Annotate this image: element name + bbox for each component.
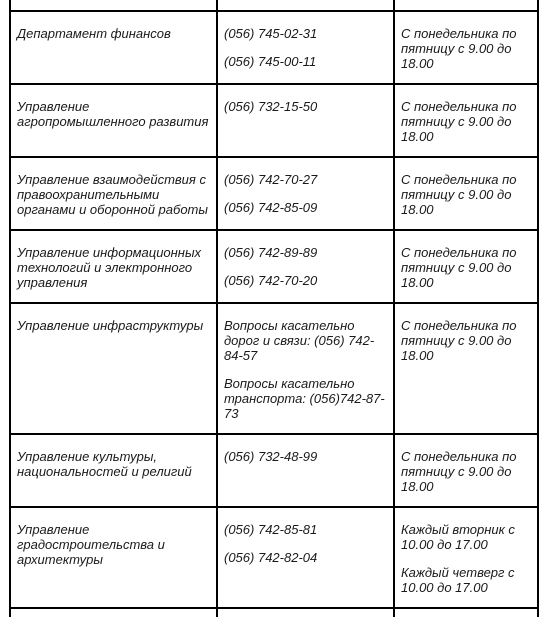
department-cell [11, 508, 216, 607]
hours-cell [393, 0, 537, 10]
hours-cell [393, 85, 537, 156]
department-name: Управление взаимодействия с правоохранительными органами и оборонной работы [17, 172, 208, 217]
hours-cell [393, 231, 537, 302]
working-hours: Каждый четверг с 10.00 до 17.00 [401, 565, 515, 595]
department-name: Департамент финансов [17, 26, 171, 41]
phone-number: (056) 742-85-81 [224, 522, 318, 537]
table-row [11, 0, 537, 10]
hours-cell [393, 609, 537, 617]
phones-cell [216, 85, 393, 156]
table-row [11, 433, 537, 506]
phone-number: (056) 732-15-50 [224, 99, 318, 114]
working-hours: С понедельника по пятницу с 9.00 до 18.00 [401, 318, 517, 363]
hours-cell [393, 508, 537, 607]
department-cell [11, 435, 216, 506]
hours-cell [393, 12, 537, 83]
department-name: Управление инфраструктуры [17, 318, 204, 333]
table-row [11, 302, 537, 433]
department-name: Управление информационных технологий и электронного управления [17, 245, 202, 290]
phone-number: (056) 742-70-27 [224, 172, 318, 187]
working-hours: С понедельника по пятницу с 9.00 до 18.00 [401, 245, 517, 290]
table-row [11, 83, 537, 156]
phone-note: Вопросы касательно транспорта: (056)742-87-73 [224, 376, 385, 421]
working-hours: С понедельника по пятницу с 9.00 до 18.00 [401, 26, 517, 71]
phones-cell [216, 508, 393, 607]
working-hours: С понедельника по пятницу с 9.00 до 18.00 [401, 449, 517, 494]
department-name: Управление градостроительства и архитектуры [17, 522, 165, 567]
phone-number: (056) 732-48-99 [224, 449, 318, 464]
department-cell [11, 0, 216, 10]
phone-number: (056) 742-70-20 [224, 273, 318, 288]
table-row [11, 10, 537, 83]
department-cell [11, 609, 216, 617]
contacts-table [9, 0, 539, 617]
hours-cell [393, 304, 537, 433]
department-name: Управление культуры, национальностей и религий [17, 449, 192, 479]
table-row [11, 607, 537, 617]
phone-number: (056) 742-82-04 [224, 550, 318, 565]
hours-cell [393, 435, 537, 506]
phones-cell [216, 0, 393, 10]
phone-number: (056) 742-85-09 [224, 200, 318, 215]
working-hours: Каждый вторник с 10.00 до 17.00 [401, 522, 515, 552]
table-row [11, 156, 537, 229]
working-hours: С понедельника по пятницу с 9.00 до 18.00 [401, 99, 517, 144]
phones-cell [216, 12, 393, 83]
table-row [11, 506, 537, 607]
table-row [11, 229, 537, 302]
phones-cell [216, 609, 393, 617]
department-cell [11, 158, 216, 229]
phone-number: (056) 745-02-31 [224, 26, 318, 41]
hours-cell [393, 158, 537, 229]
phones-cell [216, 435, 393, 506]
phone-number: (056) 742-89-89 [224, 245, 318, 260]
working-hours: С понедельника по пятницу с 9.00 до 18.00 [401, 172, 517, 217]
phones-cell [216, 304, 393, 433]
department-cell [11, 304, 216, 433]
department-cell [11, 231, 216, 302]
department-name: Управление агропромышленного развития [17, 99, 209, 129]
phones-cell [216, 231, 393, 302]
department-cell [11, 85, 216, 156]
phone-note: Вопросы касательно дорог и связи: (056) 742-84-57 [224, 318, 375, 363]
department-cell [11, 12, 216, 83]
phone-number: (056) 745-00-11 [224, 54, 317, 69]
phones-cell [216, 158, 393, 229]
